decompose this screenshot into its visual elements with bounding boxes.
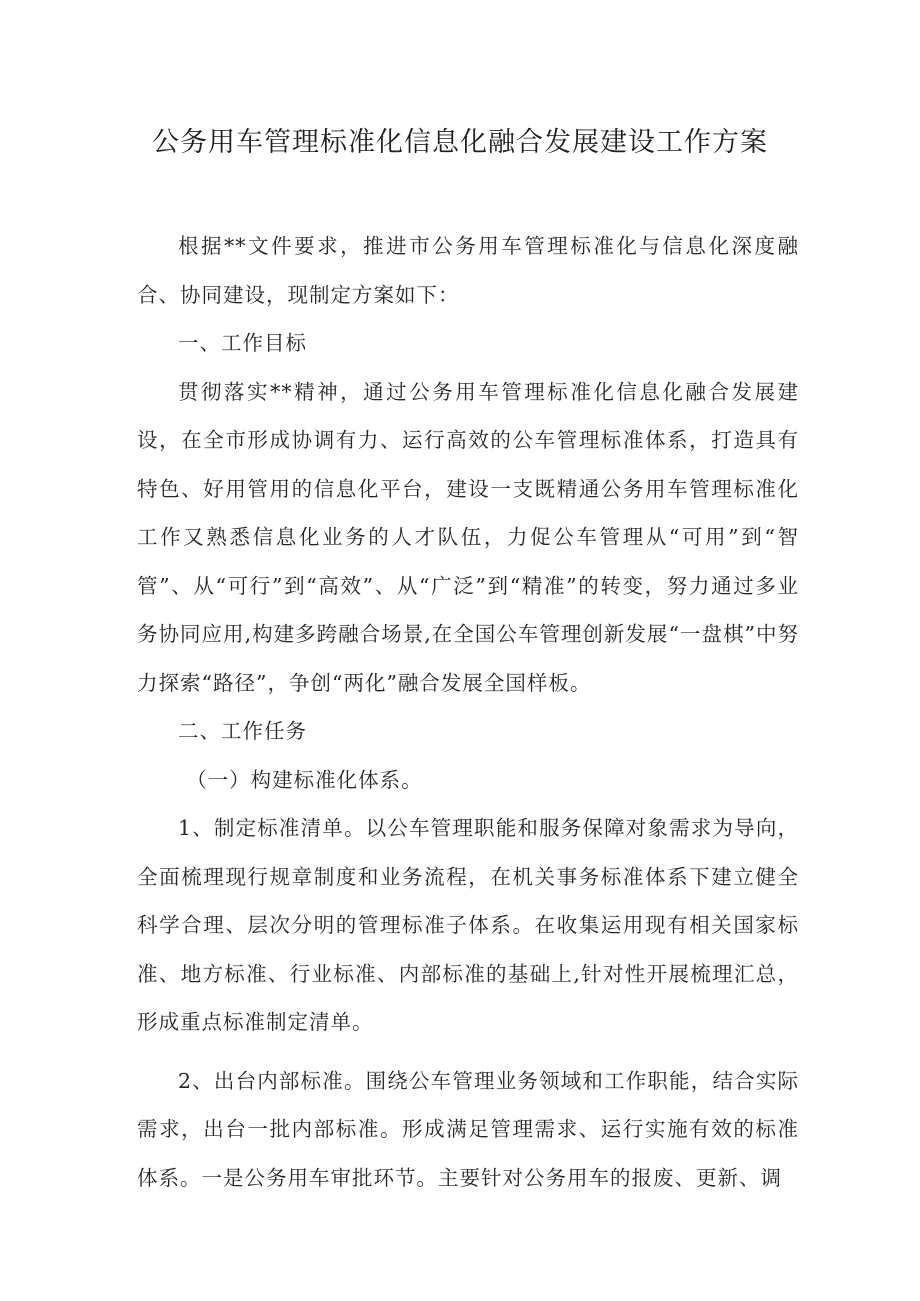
- heading-work-tasks: 二、工作任务: [178, 719, 307, 743]
- paragraph-standard-list: 1、制定标准清单。以公车管理职能和服务保障对象需求为导向，全面梳理现行规章制度和业务流程，在机关事务标准体系下建立健全科学合理、层次分明的管理标准子体系。在收集运用现有相关国家标准、地方标准、行业标准、内部标准的基础上,针对性开展梳理汇总，形成重点标准制定清单。: [137, 816, 799, 1034]
- paragraph-internal-standards: 2、出台内部标准。围绕公车管理业务领域和工作职能，结合实际需求，出台一批内部标准。形成满足管理需求、运行实施有效的标准体系。一是公务用车审批环节。主要针对公务用车的报废、更新、调: [137, 1068, 799, 1190]
- document-body: [137, 222, 799, 1202]
- subheading-standardization-system: （一）构建标准化体系。: [186, 767, 423, 792]
- paragraph-intro: 根据**文件要求，推进市公务用车管理标准化与信息化深度融合、协同建设，现制定方案如下：: [137, 234, 799, 307]
- paragraph-goals: 贯彻落实**精神，通过公务用车管理标准化信息化融合发展建设，在全市形成协调有力、运行高效的公车管理标准体系，打造具有特色、好用管用的信息化平台，建设一支既精通公务用车管理标准化工作又熟悉信息化业务的人才队伍，力促公车管理从“可用”到“智管”、从“可行”到“高效”、从“广泛”到“精准”的转变，努力通过多业务协同应用,构建多跨融合场景,在全国公车管理创新发展“一盘棋”中努力探索“路径”，争创“两化”融合发展全国样板。: [137, 379, 799, 695]
- document-title: 公务用车管理标准化信息化融合发展建设工作方案: [152, 127, 768, 158]
- heading-work-goals: 一、工作目标: [178, 331, 307, 355]
